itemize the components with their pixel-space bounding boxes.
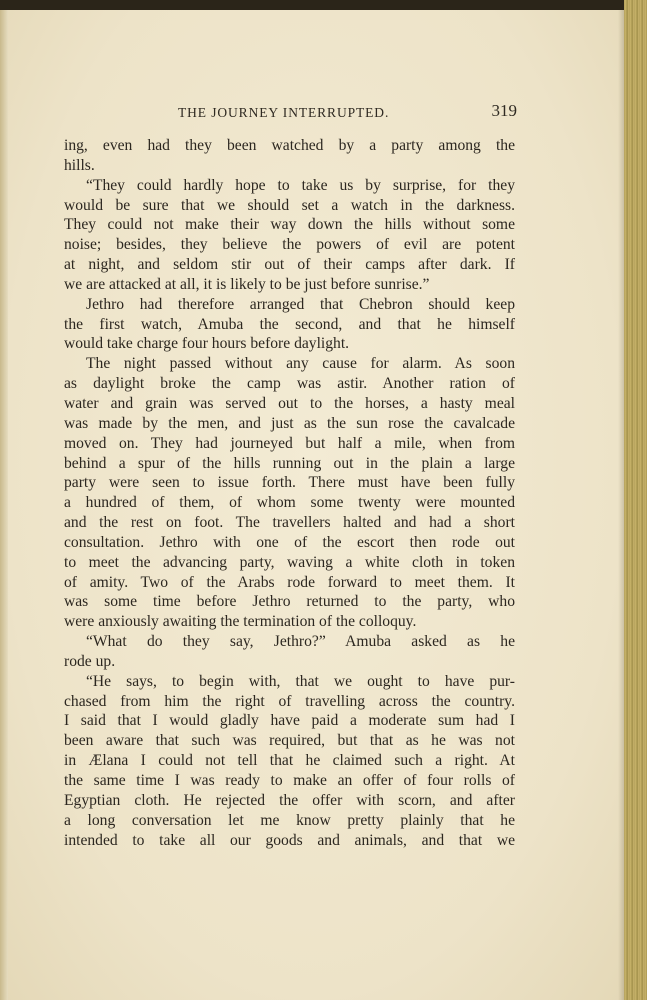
text-line: was made by the men, and just as the sun rose the cavalcade <box>64 414 515 432</box>
text-line: a hundred of them, of whom some twenty were mounted <box>64 494 515 512</box>
text-line: “He says, to begin with, that we ought to have pur- <box>86 672 515 690</box>
text-line: water and grain was served out to the horses, a hasty meal <box>64 394 515 412</box>
text-line: at night, and seldom stir out of their camps after dark. If <box>64 256 515 274</box>
text-line: been aware that such was required, but that as he was not <box>64 732 515 750</box>
text-line: They could not make their way down the hills without some <box>64 216 515 234</box>
text-line: would be sure that we should set a watch in the darkness. <box>64 196 515 214</box>
text-line: “What do they say, Jethro?” Amuba asked as he <box>86 633 515 651</box>
text-line: to meet the advancing party, waving a white cloth in token <box>64 553 515 571</box>
text-line: noise; besides, they believe the powers of evil are potent <box>64 236 515 254</box>
text-line: rode up. <box>64 652 116 670</box>
text-line: in Ælana I could not tell that he claimed such a right. At <box>64 752 515 770</box>
page-gutter <box>0 10 8 1000</box>
text-line: would take charge four hours before daylight. <box>64 335 350 353</box>
text-line: a long conversation let me know pretty plainly that he <box>64 811 515 829</box>
text-line: The night passed without any cause for alarm. As soon <box>86 355 515 373</box>
running-head: THE JOURNEY INTERRUPTED. <box>178 105 390 120</box>
text-line: of amity. Two of the Arabs rode forward to meet them. It <box>64 573 515 591</box>
text-line: and the rest on foot. The travellers halted and had a short <box>64 514 515 532</box>
text-line: consultation. Jethro with one of the escort then rode out <box>64 533 515 551</box>
page-number: 319 <box>491 101 517 120</box>
text-line: the first watch, Amuba the second, and that he himself <box>64 315 515 333</box>
text-line: “They could hardly hope to take us by surprise, for they <box>86 176 515 194</box>
book-page-edges <box>624 0 647 1000</box>
text-line: ing, even had they been watched by a party among the <box>64 137 515 154</box>
text-line: I said that I would gladly have paid a moderate sum had I <box>64 712 515 730</box>
text-line: as daylight broke the camp was astir. Another ration of <box>64 375 515 393</box>
text-line: moved on. They had journeyed but half a mile, when from <box>64 434 515 452</box>
text-line: Egyptian cloth. He rejected the offer with scorn, and after <box>64 791 515 809</box>
text-line: the same time I was ready to make an offer of four rolls of <box>64 772 515 789</box>
text-line: chased from him the right of travelling across the country. <box>64 692 515 710</box>
text-line: Jethro had therefore arranged that Chebron should keep <box>86 295 515 313</box>
body-text <box>64 136 515 850</box>
text-line: we are attacked at all, it is likely to be just before sunrise.” <box>64 275 430 293</box>
text-line: party were seen to issue forth. There must have been fully <box>64 474 515 492</box>
text-line: was some time before Jethro returned to the party, who <box>64 593 515 611</box>
text-line: hills. <box>64 156 95 174</box>
page-header <box>64 100 517 126</box>
text-line: intended to take all our goods and animals, and that we <box>64 831 515 849</box>
text-line: behind a spur of the hills running out in the plain a large <box>64 454 515 472</box>
text-line: were anxiously awaiting the termination of the colloquy. <box>64 613 417 631</box>
